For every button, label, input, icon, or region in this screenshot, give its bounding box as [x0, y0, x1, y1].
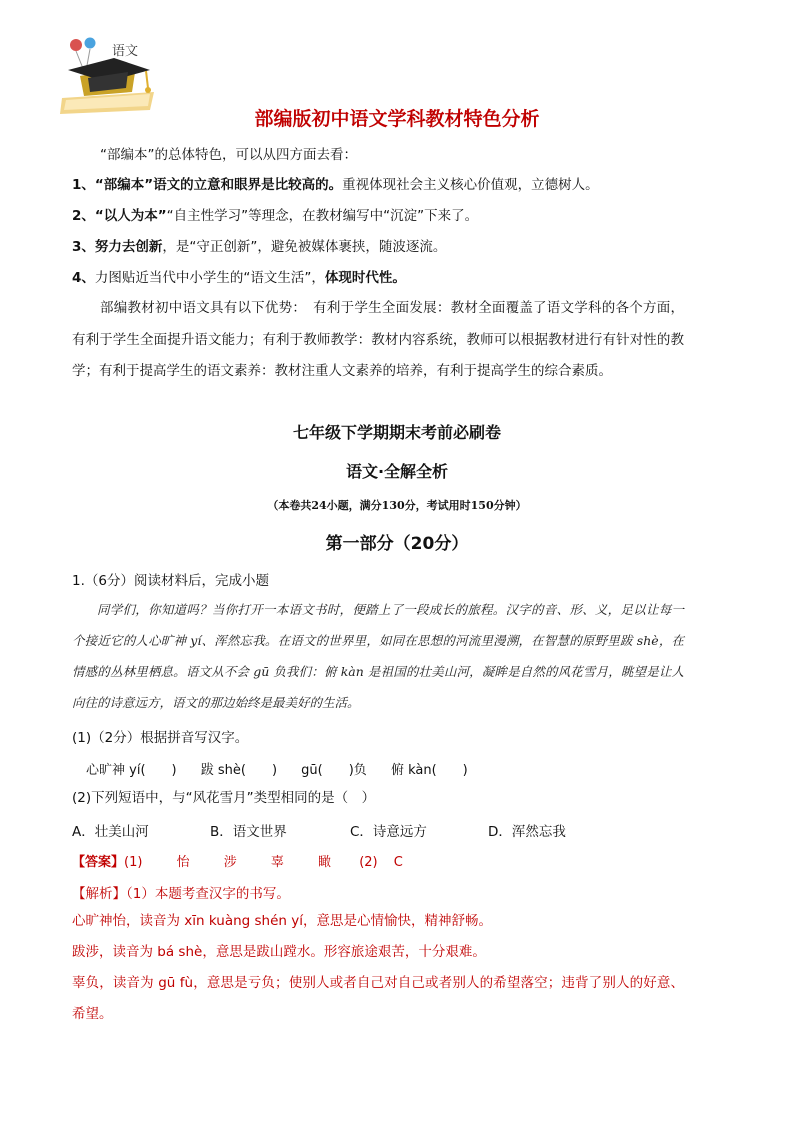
point-rest: “自主性学习”等理念，在教材编写中“沉淀”下来了。: [166, 208, 479, 224]
advantages-paragraph: 部编教材初中语文具有以下优势： 有利于学生全面发展：教材全面覆盖了语文学科的各个方面，有利于学生全面提升语文能力；有利于教师教学：教材内容系统，教师可以根据教材进行有针对性的教学；有利于提高学生的语文素养：教材注重人文素养的培养，有利于提高学生的综合素质。: [72, 300, 684, 379]
option-b: B．语文世界: [210, 824, 287, 840]
pinyin-item: 跋 shè( ): [200, 763, 278, 778]
point-num: 1、: [72, 177, 95, 193]
intro-point-3: [72, 237, 446, 257]
option-a: A．壮美山河: [72, 824, 149, 840]
answer-char: 辜: [270, 855, 284, 870]
answer-label: 【答案】: [72, 855, 125, 870]
sub-question-1: (1)（2分）根据拼音写汉字。: [72, 730, 249, 746]
point-rest: 力图贴近当代中小学生的“语文生活”，: [94, 270, 325, 286]
answer-line: [72, 851, 403, 870]
point-num: 2、: [72, 208, 95, 224]
option-c: C．诗意远方: [350, 824, 427, 840]
point-bold: “部编本”语文的立意和眼界是比较高的。: [94, 177, 343, 193]
answer-char: 涉: [223, 855, 237, 870]
answer-char: 怡: [176, 855, 190, 870]
intro-lead: “部编本”的总体特色，可以从四方面去看：: [100, 147, 357, 163]
analysis-line: 心旷神怡，读音为 xīn kuàng shén yí，意思是心情愉快，精神舒畅。: [72, 913, 493, 929]
answer-options: [72, 820, 566, 840]
point-rest: ，是“守正创新”，避免被媒体裹挟，随波逐流。: [162, 239, 447, 255]
point-tail: 体现时代性。: [324, 270, 406, 286]
answer-choice: C: [393, 855, 403, 870]
intro-point-1: [72, 175, 599, 195]
answer-part-2: (2): [359, 855, 378, 870]
exam-title: 七年级下学期期末考前必刷卷: [292, 423, 501, 442]
part-heading: 第一部分（20分）: [325, 534, 469, 554]
question-stem: 1.（6分）阅读材料后，完成小题: [72, 573, 269, 589]
pinyin-item: 心旷神 yí( ): [86, 763, 177, 778]
analysis-heading: 【解析】（1）本题考查汉字的书写。: [72, 886, 290, 902]
analysis-line: 跋涉，读音为 bá shè，意思是跋山蹚水。形容旅途艰苦，十分艰难。: [72, 944, 486, 960]
option-d: D．浑然忘我: [488, 824, 566, 840]
point-bold: “以人为本”: [94, 208, 167, 224]
intro-point-4: [72, 268, 406, 288]
pinyin-items: [86, 759, 488, 778]
analysis-line: 辜负，读音为 gū fù，意思是亏负；使别人或者自己对自己或者别人的希望落空；违背了别人的好意、希望。: [72, 975, 684, 1022]
pinyin-item: 俯 kàn( ): [390, 763, 468, 778]
exam-subtitle: 语文·全解全析: [345, 462, 449, 481]
exam-note: （本卷共24小题，满分130分，考试用时150分钟）: [267, 499, 527, 512]
point-num: 4、: [72, 270, 95, 286]
point-rest: 重视体现社会主义核心价值观，立德树人。: [342, 177, 599, 193]
page-title: 部编版初中语文学科教材特色分析: [254, 108, 540, 130]
answer-part-1: (1): [124, 855, 143, 870]
point-bold: 努力去创新: [94, 239, 163, 255]
answer-char: 瞰: [318, 855, 332, 870]
point-num: 3、: [72, 239, 95, 255]
pinyin-item: gū( )负: [301, 763, 367, 778]
logo-word: 语文: [112, 44, 139, 59]
sub-question-2: (2)下列短语中，与“风花雪月”类型相同的是（ ）: [72, 790, 376, 806]
reading-passage: 同学们，你知道吗？当你打开一本语文书时，便踏上了一段成长的旅程。汉字的音、形、义，足以让每一个接近它的人心旷神 yí、浑然忘我。在语文的世界里，如同在思想的河流里漫溯，在智慧的原野里跋 shè，在情感的丛林里栖息。语文从不会 gū 负我们：俯 kàn 是祖国的壮美山河，凝眸是自然的风花雪月，眺望是让人向往的诗意远方，语文的那边始终是最美好的生活。: [72, 602, 684, 710]
intro-point-2: [72, 206, 478, 226]
